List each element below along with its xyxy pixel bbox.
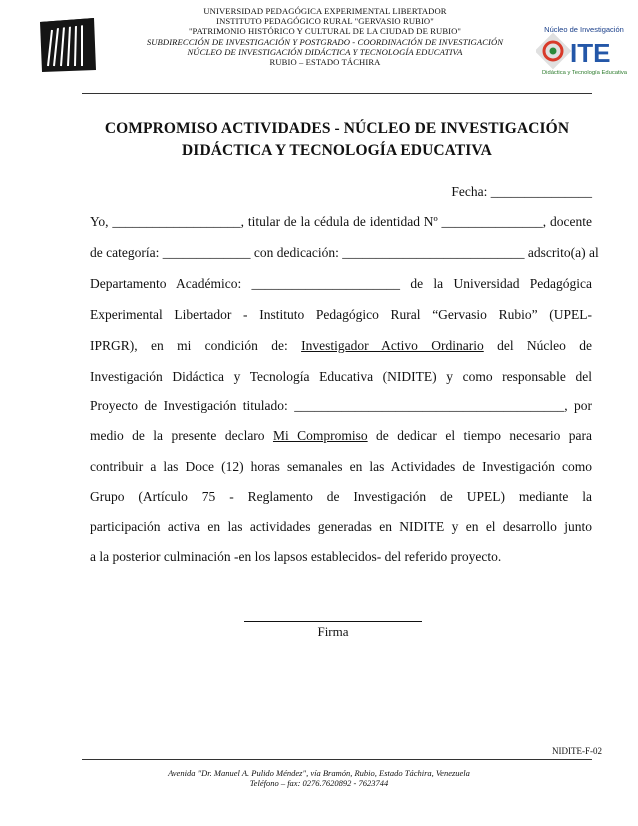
body-line-5-b: del Núcleo de	[483, 338, 593, 353]
body-line-1: Yo, ___________________, titular de la cédula de identidad Nº _______________, docente	[90, 214, 592, 229]
header-institute: INSTITUTO PEDAGÓGICO RURAL "GERVASIO RUBIO"	[216, 16, 434, 26]
mi-compromiso: Mi Compromiso	[272, 428, 368, 443]
footer-divider	[82, 759, 592, 760]
header-location: RUBIO – ESTADO TÁCHIRA	[269, 57, 381, 67]
header-patrimonio: "PATRIMONIO HISTÓRICO Y CULTURAL DE LA CIUDAD DE RUBIO"	[188, 26, 462, 36]
document-title-line1: COMPROMISO ACTIVIDADES - NÚCLEO DE INVESTIGACIÓN	[104, 120, 570, 137]
body-line-8	[90, 428, 592, 444]
body-line-8-b: de dedicar el tiempo necesario para	[367, 428, 592, 443]
header-divider	[82, 93, 592, 94]
body-line-2: de categoría: _____________ con dedicación: ___________________________ adscrito(a) al	[90, 245, 599, 260]
signature-line	[244, 621, 422, 622]
body-line-3: Departamento Académico: ______________________ de la Universidad Pedagógica	[90, 276, 592, 291]
investigador-role: Investigador Activo Ordinario	[301, 338, 484, 353]
logo-bottom-text: Didáctica y Tecnología Educativa	[542, 70, 627, 76]
nidite-logo	[536, 22, 632, 78]
upel-logo-icon	[36, 16, 98, 74]
header-subdireccion: SUBDIRECCIÓN DE INVESTIGACIÓN Y POSTGRADO - COORDINACIÓN DE INVESTIGACIÓN	[146, 37, 504, 47]
footer-phone: Teléfono – fax: 0276.7620892 - 7623744	[249, 778, 389, 788]
body-line-6: Investigación Didáctica y Tecnología Educativa (NIDITE) y como responsable del	[90, 369, 592, 384]
footer-address: Avenida "Dr. Manuel A. Pulido Méndez", vía Bramón, Rubio, Estado Táchira, Venezuela	[168, 768, 470, 778]
header-nucleo: NÚCLEO DE INVESTIGACIÓN DIDÁCTICA Y TECNOLOGÍA EDUCATIVA	[187, 47, 463, 57]
body-line-9: contribuir a las Doce (12) horas semanales en las Actividades de Investigación como	[90, 459, 592, 474]
signature-label: Firma	[317, 624, 349, 639]
document-title-line2: DIDÁCTICA Y TECNOLOGÍA EDUCATIVA	[182, 142, 492, 159]
body-line-11: participación activa en las actividades generadas en NIDITE y en el desarrollo junto	[90, 519, 592, 534]
body-line-4: Experimental Libertador - Instituto Pedagógico Rural “Gervasio Rubio” (UPEL-	[90, 307, 592, 322]
form-code: NIDITE-F-02	[552, 746, 602, 756]
body-line-10: Grupo (Artículo 75 - Reglamento de Investigación de UPEL) mediante la	[90, 489, 592, 504]
body-line-8-a: medio de la presente declaro	[90, 428, 273, 443]
logo-top-text: Núcleo de Investigación	[544, 25, 624, 34]
body-line-7: Proyecto de Investigación titulado: ________________________________________, por	[90, 398, 592, 413]
body-line-12: a la posterior culminación -en los lapsos establecidos- del referido proyecto.	[90, 549, 502, 564]
body-line-5-a: IPRGR), en mi condición de:	[90, 338, 302, 353]
header-university: UNIVERSIDAD PEDAGÓGICA EXPERIMENTAL LIBERTADOR	[203, 6, 447, 16]
body-line-5	[90, 338, 592, 354]
svg-text:ITE: ITE	[570, 38, 611, 68]
date-field: Fecha: _______________	[451, 184, 592, 199]
